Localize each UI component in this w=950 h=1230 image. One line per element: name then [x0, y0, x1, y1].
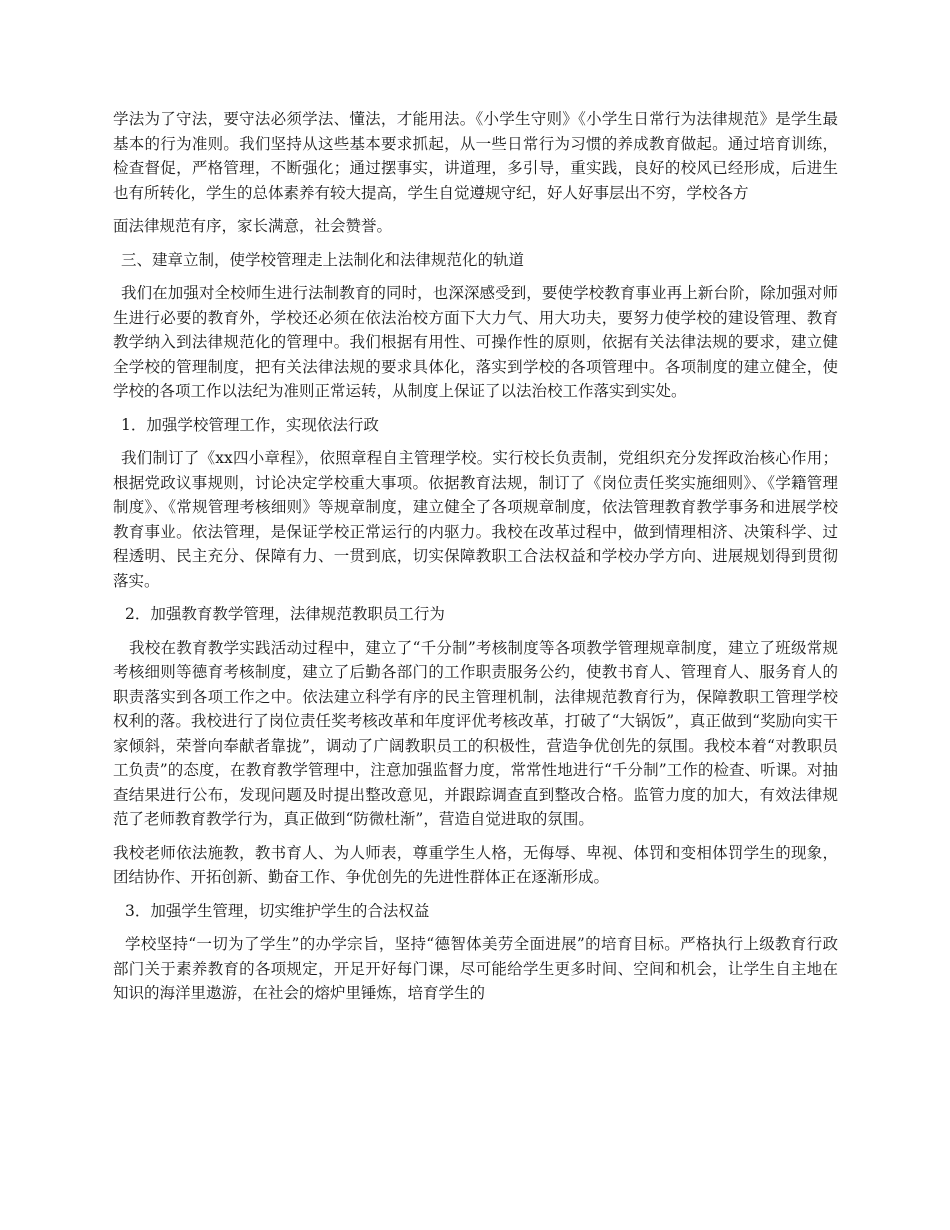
paragraph-school-management: 我们制订了《xx四小章程》，依照章程自主管理学校。实行校长负责制，党组织充分发挥政治核心作用；根据党政议事规则，讨论决定学校重大事项。依据教育法规，制订了《岗位责任奖实施细则》、《学籍管理制度》、《常规管理考核细则》等规章制度，建立健全了各项规章制度，依法管理教育教学事务和进展学校教育事业。依法管理，是保证学校正常运行的内驱力。我校在改革过程中，做到情理相济、决策科学、过程透明、民主充分、保障有力、一贯到底，切实保障教职工合法权益和学校办学方向、进展规划得到贯彻落实。 — [113, 449, 838, 590]
paragraph-system-building: 我们在加强对全校师生进行法制教育的同时，也深深感受到，要使学校教育事业再上新台阶，除加强对师生进行必要的教育外，学校还必须在依法治校方面下大力气、用大功夫，要努力使学校的建设管理、教育教学纳入到法律规范化的管理中。我们根据有用性、可操作性的原则，依据有关法律法规的要求，建立健全学校的管理制度，把有关法律法规的要求具体化，落实到学校的各项管理中。各项制度的建立健全，使学校的各项工作以法纪为准则正常运转，从制度上保证了以法治校工作落实到实处。 — [113, 284, 838, 400]
subheading-two: 2．加强教育教学管理，法律规范教职员工行为 — [125, 605, 445, 623]
document-body — [113, 107, 838, 1015]
subheading-three: 3．加强学生管理，切实维护学生的合法权益 — [125, 901, 430, 920]
paragraph-school-rules: 学法为了守法，要守法必须学法、懂法，才能用法。《小学生守则》《小学生日常行为法律规范》是学生最基本的行为准则。我们坚持从这些基本要求抓起，从一些日常行为习惯的养成教育做起。通过培育训练，检查督促，严格管理，不断强化；通过摆事实，讲道理，多引导，重实践，良好的校风已经形成，后进生也有所转化，学生的总体素养有较大提高，学生自觉遵规守纪，好人好事层出不穷，学校各方 — [113, 110, 838, 202]
paragraph-continuation: 面法律规范有序，家长满意，社会赞誉。 — [113, 217, 393, 235]
subheading-one: 1．加强学校管理工作，实现依法行政 — [121, 415, 379, 434]
paragraph-student-management: 学校坚持“一切为了学生”的办学宗旨，坚持“德智体美劳全面进展”的培育目标。严格执行上级教育行政部门关于素养教育的各项规定，开足开好每门课，尽可能给学生更多时间、空间和机会，让学生自主地在知识的海洋里遨游，在社会的熔炉里锤炼，培育学生的 — [113, 935, 838, 1002]
paragraph-teacher-conduct: 我校老师依法施教，教书育人、为人师表，尊重学生人格，无侮辱、卑视、体罚和变相体罚学生的现象，团结协作、开拓创新、勤奋工作、争优创先的先进性群体正在逐渐形成。 — [113, 843, 838, 886]
paragraph-teaching-management: 我校在教育教学实践活动过程中，建立了“千分制”考核制度等各项教学管理规章制度，建立了班级常规考核细则等德育考核制度，建立了后勤各部门的工作职责服务公约，使教书育人、管理育人、服务育人的职责落实到各项工作之中。依法建立科学有序的民主管理机制，法律规范教育行为，保障教职工管理学校权利的落。我校进行了岗位责任奖考核改革和年度评优考核改革，打破了“大锅饭”，真正做到“奖励向实干家倾斜，荣誉向奉献者靠拢”，调动了广阔教职员工的积极性，营造争优创先的氛围。我校本着“对教职员工负责”的态度，在教育教学管理中，注意加强监督力度，常常性地进行“千分制”工作的检查、听课。对抽查结果进行公布，发现问题及时提出整改意见，并跟踪调查直到整改合格。监管力度的加大，有效法律规范了老师教育教学行为，真正做到“防微杜渐”，营造自觉进取的氛围。 — [113, 638, 838, 828]
section-heading-three: 三、建章立制，使学校管理走上法制化和法律规范化的轨道 — [121, 250, 525, 269]
